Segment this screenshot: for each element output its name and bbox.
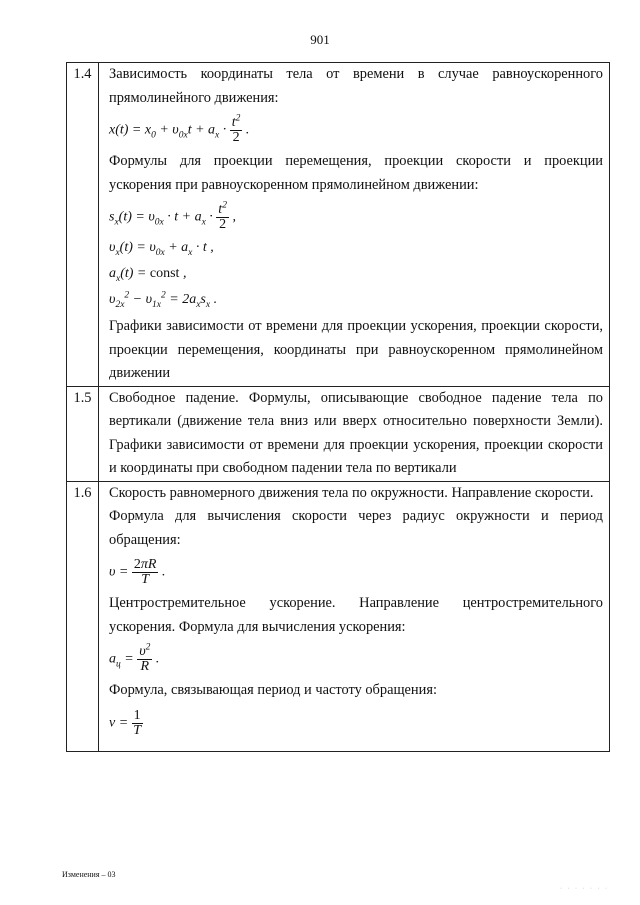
formula-velocity-squared: $\upsilon_{2x}^2 - \upsilon_{1x}^2 = 2a_xs_x$ . xyxy=(109,290,218,310)
paragraph: Свободное падение. Формулы, описывающие свободное падение тела по вертикали (движение тела вниз или вверх относительно поверхности Земли). Графики зависимости от времени для проекции ускорения, проекции скорости и координаты при свободном падении тела по вертикали xyxy=(109,389,603,476)
row-number: 1.5 xyxy=(67,386,99,481)
paragraph: Зависимость координаты тела от времени в случае равноускоренного прямолинейного движения: xyxy=(109,66,603,106)
footer-revision: Изменения – 03 xyxy=(62,870,116,879)
formula-speed: υ = $\frac{2\pi R}{T}$ . xyxy=(109,557,166,587)
row-number: 1.6 xyxy=(67,481,99,751)
formula-velocity: $\upsilon_x(t) = \upsilon_{0x} + a_x \cdot t$ , xyxy=(109,240,214,258)
formula-displacement: $s_x(t) = \upsilon_{0x} \cdot t + a_x$ · $\frac{t^2}{2}$ , xyxy=(109,200,236,232)
formula-centripetal: $a_ц$ = $\frac{\upsilon^2}{R}$ . xyxy=(109,642,160,674)
row-content xyxy=(99,63,610,387)
row-content xyxy=(99,481,610,751)
page-number: 901 xyxy=(310,32,330,47)
formula-acceleration: $a_x(t)$ = const , xyxy=(109,266,187,284)
row-number: 1.4 xyxy=(67,63,99,387)
paragraph: Графики зависимости от времени для проекции ускорения, проекции скорости, проекции перемещения, координаты при равноускоренном прямолинейном движении xyxy=(109,318,603,381)
formula-coordinate: $x(t) = x_0 + \upsilon_{0x}t + a_x$ · $\frac{t^2}{2}$ . xyxy=(109,113,250,145)
paragraph: Центростремительное ускорение. Направление центростремительного ускорения. Формула для вычисления ускорения: xyxy=(109,595,603,635)
table-row xyxy=(67,481,610,751)
table-row xyxy=(67,63,610,387)
table-row xyxy=(67,386,610,481)
paragraph: Скорость равномерного движения тела по окружности. Направление скорости. xyxy=(109,484,594,501)
requirements-table xyxy=(66,62,610,752)
row-content xyxy=(99,386,610,481)
scan-artifact: · · · · · · · xyxy=(560,886,609,892)
paragraph: Формула для вычисления скорости через радиус окружности и период обращения: xyxy=(109,508,603,548)
paragraph: Формула, связывающая период и частоту обращения: xyxy=(109,682,437,698)
paragraph: Формулы для проекции перемещения, проекции скорости и проекции ускорения при равноускоренном прямолинейном движении: xyxy=(109,153,603,193)
formula-frequency: ν = $\frac{1}{T}$ xyxy=(109,707,142,738)
